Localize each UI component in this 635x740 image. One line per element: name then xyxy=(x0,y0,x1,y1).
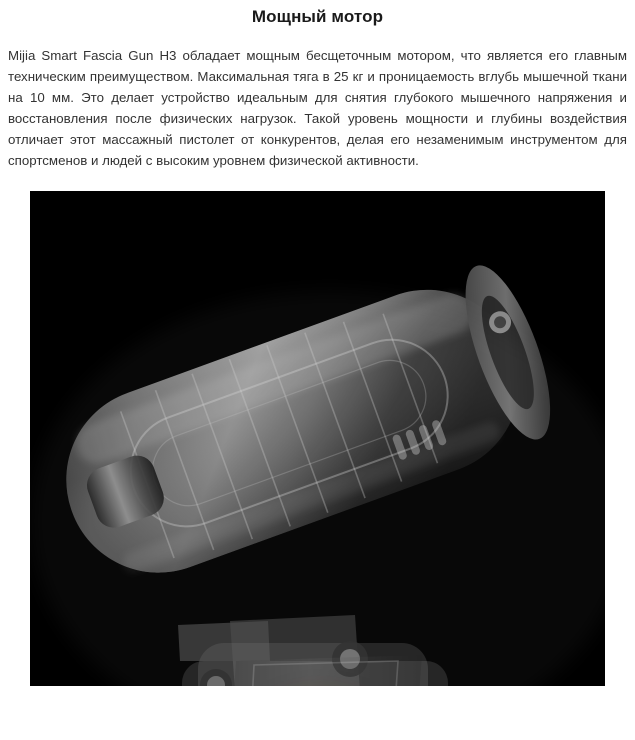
article-page xyxy=(0,7,635,740)
page-title: Мощный мотор xyxy=(251,7,384,26)
product-image xyxy=(30,191,605,686)
massage-gun-xray-illustration xyxy=(30,191,605,686)
description-paragraph: Mijia Smart Fascia Gun H3 обладает мощным бесщеточным мотором, что является его главным техническим преимуществом. Максимальная тяга в 25 кг и проницаемость вглубь мышечной ткани на 10 мм. Это делает устройство идеальным для снятия глубокого мышечного напряжения и восстановления после физических нагрузок. Такой уровень мощности и глубины воздействия отличает этот массажный пистолет от конкурентов, делая его незаменимым инструментом для спортсменов и людей с высоким уровнем физической активности. xyxy=(8,48,627,168)
